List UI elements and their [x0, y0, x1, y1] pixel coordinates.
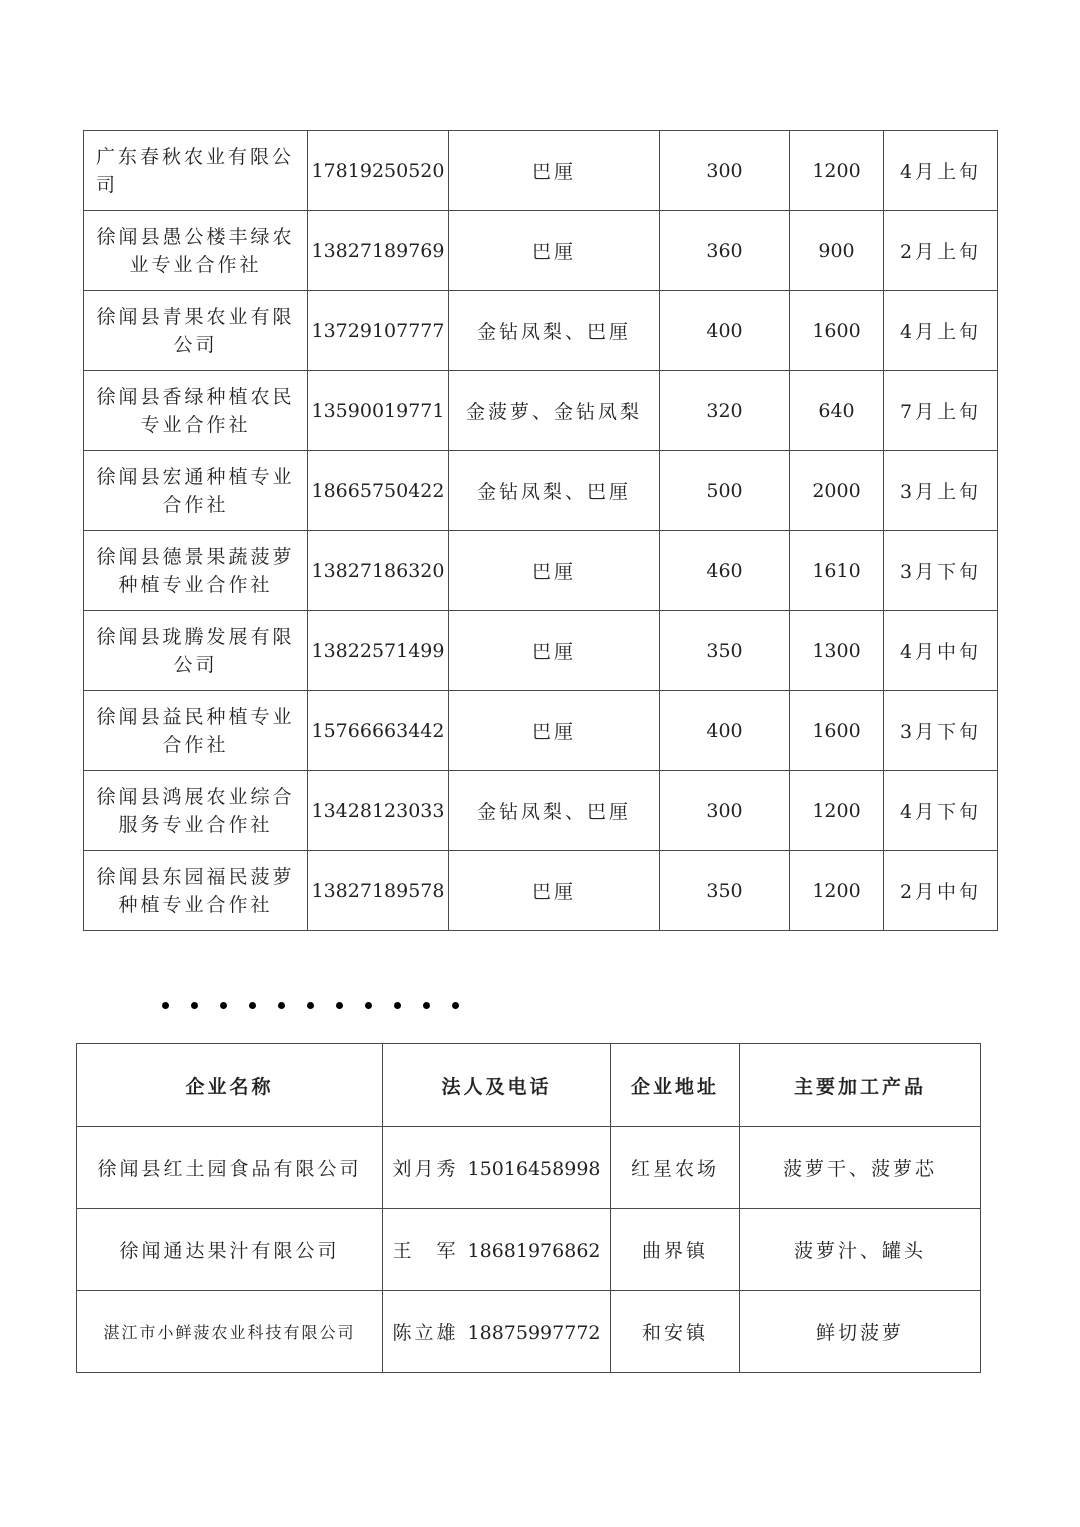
table-header-row: [77, 1044, 981, 1127]
phone-cell: 13827189578: [308, 851, 449, 931]
person-name: 刘月秀: [392, 1158, 468, 1180]
output-cell: 1200: [790, 851, 884, 931]
phone-number: 18681976862: [467, 1240, 601, 1262]
address-cell: 曲界镇: [611, 1209, 740, 1291]
company-name-cell: 徐闻县香绿种植农民专业合作社: [84, 371, 308, 451]
header-company-name: 企业名称: [77, 1044, 383, 1127]
phone-cell: 17819250520: [308, 131, 449, 211]
variety-cell: 巴厘: [449, 851, 660, 931]
time-cell: 4月下旬: [884, 771, 998, 851]
table-row: [77, 1291, 981, 1373]
table-row: [84, 691, 998, 771]
company-name-cell: 徐闻县珑腾发展有限公司: [84, 611, 308, 691]
phone-cell: 13827186320: [308, 531, 449, 611]
grower-table: [83, 130, 998, 931]
dot: [394, 1002, 401, 1009]
table-row: [84, 131, 998, 211]
phone-cell: 13590019771: [308, 371, 449, 451]
variety-cell: 巴厘: [449, 611, 660, 691]
table-row: [77, 1127, 981, 1209]
dot: [191, 1002, 198, 1009]
area-cell: 300: [660, 131, 790, 211]
time-cell: 2月中旬: [884, 851, 998, 931]
phone-cell: 15766663442: [308, 691, 449, 771]
area-cell: 300: [660, 771, 790, 851]
table-row: [84, 291, 998, 371]
table-row: [84, 531, 998, 611]
dot-separator: [162, 1002, 481, 1009]
dot: [423, 1002, 430, 1009]
table-row: [84, 451, 998, 531]
time-cell: 7月上旬: [884, 371, 998, 451]
table-row: [84, 771, 998, 851]
company-name-cell: 徐闻县鸿展农业综合服务专业合作社: [84, 771, 308, 851]
table-row: [84, 851, 998, 931]
dot: [307, 1002, 314, 1009]
output-cell: 1300: [790, 611, 884, 691]
dot: [162, 1002, 169, 1009]
company-name-cell: 徐闻县东园福民菠萝种植专业合作社: [84, 851, 308, 931]
table-row: [84, 371, 998, 451]
output-cell: 900: [790, 211, 884, 291]
table-row: [77, 1209, 981, 1291]
company-name-cell: 徐闻县红土园食品有限公司: [77, 1127, 383, 1209]
time-cell: 4月上旬: [884, 291, 998, 371]
company-name-cell: 徐闻县宏通种植专业合作社: [84, 451, 308, 531]
header-person-phone: 法人及电话: [383, 1044, 611, 1127]
table-row: [84, 611, 998, 691]
person-phone-cell: [383, 1209, 611, 1291]
time-cell: 3月下旬: [884, 531, 998, 611]
person-name: 王 军: [392, 1240, 468, 1262]
time-cell: 3月下旬: [884, 691, 998, 771]
output-cell: 1200: [790, 131, 884, 211]
company-name-cell: 徐闻县益民种植专业合作社: [84, 691, 308, 771]
time-cell: 3月上旬: [884, 451, 998, 531]
person-phone-cell: [383, 1127, 611, 1209]
header-address: 企业地址: [611, 1044, 740, 1127]
phone-cell: 13729107777: [308, 291, 449, 371]
phone-cell: 13822571499: [308, 611, 449, 691]
company-name-cell: 湛江市小鲜菠农业科技有限公司: [77, 1291, 383, 1373]
output-cell: 1600: [790, 291, 884, 371]
products-cell: 鲜切菠萝: [740, 1291, 981, 1373]
area-cell: 400: [660, 691, 790, 771]
dot: [220, 1002, 227, 1009]
products-cell: 菠萝干、菠萝芯: [740, 1127, 981, 1209]
company-name-cell: 徐闻县德景果蔬菠萝种植专业合作社: [84, 531, 308, 611]
area-cell: 500: [660, 451, 790, 531]
table-row: [84, 211, 998, 291]
variety-cell: 巴厘: [449, 691, 660, 771]
processor-table: [76, 1043, 981, 1373]
phone-number: 15016458998: [467, 1158, 601, 1180]
phone-cell: 13428123033: [308, 771, 449, 851]
phone-cell: 13827189769: [308, 211, 449, 291]
variety-cell: 金菠萝、金钻凤梨: [449, 371, 660, 451]
dot: [452, 1002, 459, 1009]
variety-cell: 巴厘: [449, 211, 660, 291]
time-cell: 2月上旬: [884, 211, 998, 291]
variety-cell: 巴厘: [449, 131, 660, 211]
output-cell: 640: [790, 371, 884, 451]
area-cell: 350: [660, 611, 790, 691]
company-name-cell: 徐闻通达果汁有限公司: [77, 1209, 383, 1291]
time-cell: 4月中旬: [884, 611, 998, 691]
company-name-cell: 徐闻县愚公楼丰绿农业专业合作社: [84, 211, 308, 291]
variety-cell: 金钻凤梨、巴厘: [449, 451, 660, 531]
phone-number: 18875997772: [467, 1322, 601, 1344]
company-name-cell: 广东春秋农业有限公司: [84, 131, 308, 211]
output-cell: 1600: [790, 691, 884, 771]
phone-cell: 18665750422: [308, 451, 449, 531]
variety-cell: 金钻凤梨、巴厘: [449, 771, 660, 851]
area-cell: 350: [660, 851, 790, 931]
dot: [365, 1002, 372, 1009]
output-cell: 1610: [790, 531, 884, 611]
dot: [336, 1002, 343, 1009]
dot: [278, 1002, 285, 1009]
address-cell: 红星农场: [611, 1127, 740, 1209]
products-cell: 菠萝汁、罐头: [740, 1209, 981, 1291]
address-cell: 和安镇: [611, 1291, 740, 1373]
variety-cell: 巴厘: [449, 531, 660, 611]
dot: [249, 1002, 256, 1009]
area-cell: 360: [660, 211, 790, 291]
area-cell: 400: [660, 291, 790, 371]
output-cell: 2000: [790, 451, 884, 531]
person-phone-cell: [383, 1291, 611, 1373]
area-cell: 320: [660, 371, 790, 451]
area-cell: 460: [660, 531, 790, 611]
output-cell: 1200: [790, 771, 884, 851]
company-name-cell: 徐闻县青果农业有限公司: [84, 291, 308, 371]
variety-cell: 金钻凤梨、巴厘: [449, 291, 660, 371]
person-name: 陈立雄: [392, 1322, 468, 1344]
header-products: 主要加工产品: [740, 1044, 981, 1127]
time-cell: 4月上旬: [884, 131, 998, 211]
